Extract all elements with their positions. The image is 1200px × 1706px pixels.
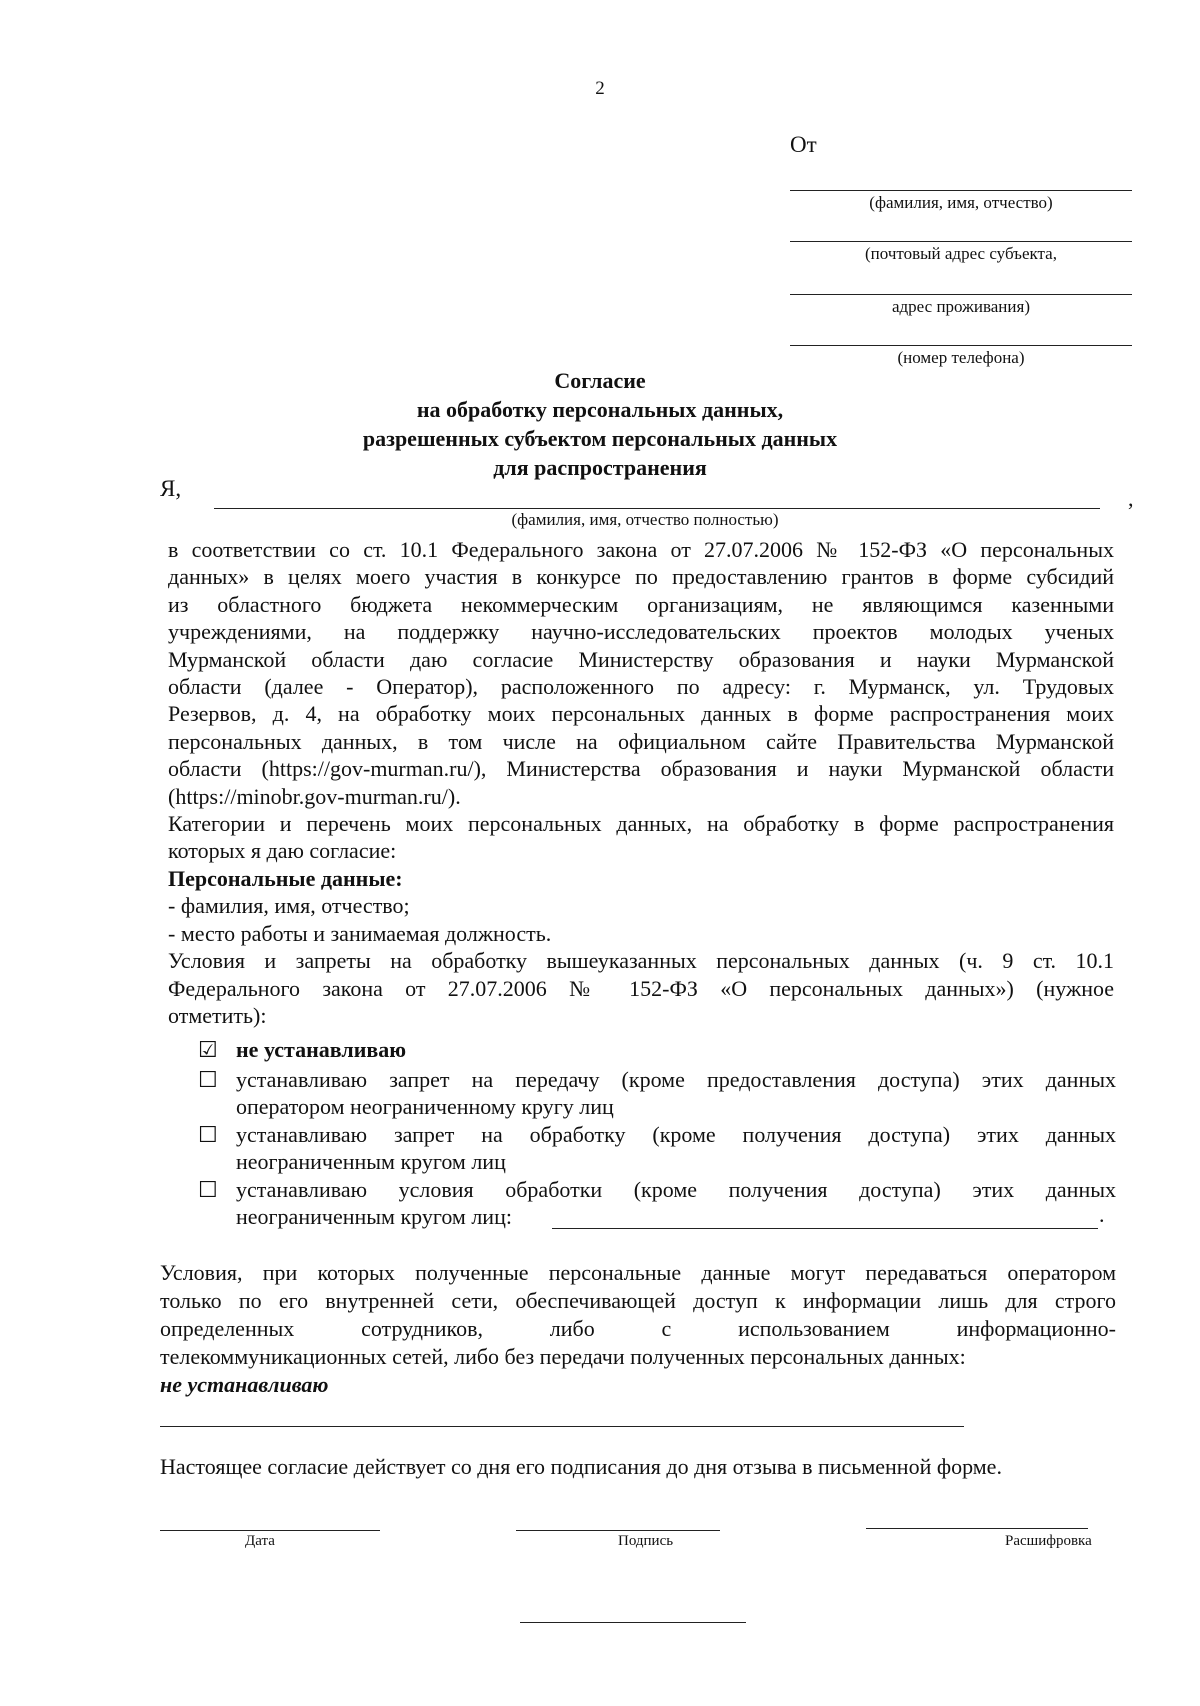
validity-statement: Настоящее согласие действует со дня его подписания до дня отзыва в письменной форме. [160, 1454, 1002, 1479]
postal-address-input-line[interactable] [790, 241, 1132, 242]
signature-input-line[interactable] [516, 1530, 720, 1531]
title-line: разрешенных субъектом персональных данных [362, 426, 838, 451]
paragraph-line: области (далее - Оператор), расположенного по адресу: г. Мурманск, ул. Трудовых [168, 674, 1114, 700]
option-label: неограниченным кругом лиц: [236, 1204, 512, 1229]
consent-paragraph [168, 536, 1114, 1029]
paragraph-line: Резервов, д. 4, на обработку моих персональных данных в форме распространения моих [168, 701, 1114, 727]
option-label: устанавливаю запрет на обработку (кроме получения доступа) этих данных [236, 1122, 1116, 1147]
paragraph-line: Условия, при которых полученные персональные данные могут передаваться оператором [160, 1260, 1116, 1285]
title-line: для распространения [493, 455, 707, 480]
title-line: на обработку персональных данных, [416, 397, 784, 422]
categories-line: которых я даю согласие: [168, 838, 397, 864]
option-label: устанавливаю условия обработки (кроме получения доступа) этих данных [236, 1177, 1116, 1202]
checkbox-empty-icon[interactable]: ☐ [198, 1122, 218, 1147]
applicant-name-caption: (фамилия, имя, отчество полностью) [511, 510, 779, 529]
paragraph-line: определенных сотрудников, либо с использованием информационно- [160, 1316, 1116, 1341]
from-label: От [790, 132, 817, 157]
page-number: 2 [595, 78, 605, 99]
conditions-line: Условия и запреты на обработку вышеуказанных персональных данных (ч. 9 ст. 10.1 [168, 948, 1114, 974]
transfer-conditions-paragraph [160, 1259, 1116, 1399]
date-input-line[interactable] [160, 1530, 380, 1531]
full-name-caption: (фамилия, имя, отчество) [869, 193, 1053, 212]
paragraph-line: (https://minobr.gov-murman.ru/). [168, 783, 461, 809]
checkbox-empty-icon[interactable]: ☐ [198, 1067, 218, 1092]
paragraph-line: только по его внутренней сети, обеспечивающей доступ к информации лишь для строго [160, 1288, 1116, 1313]
conditions-input-line[interactable] [552, 1228, 1098, 1229]
title-line: Согласие [554, 368, 646, 393]
transfer-answer: не устанавливаю [160, 1372, 329, 1397]
personal-data-item: - место работы и занимаемая должность. [168, 920, 552, 946]
residence-address-caption: адрес проживания) [891, 297, 1030, 316]
applicant-name-input-line[interactable] [214, 508, 1100, 509]
personal-data-heading: Персональные данные: [168, 865, 403, 891]
checkbox-empty-icon[interactable]: ☐ [198, 1177, 218, 1202]
conditions-line: отметить): [168, 1002, 267, 1028]
phone-caption: (номер телефона) [897, 348, 1025, 367]
conditions-suffix: . [1099, 1202, 1105, 1227]
name-input-line[interactable] [790, 190, 1132, 191]
name-decode-caption: Расшифровка [1005, 1533, 1092, 1549]
residence-address-input-line[interactable] [790, 294, 1132, 295]
paragraph-line: в соответствии со ст. 10.1 Федерального закона от 27.07.2006 № 152-ФЗ «О персональных [168, 537, 1114, 562]
date-caption: Дата [245, 1533, 275, 1549]
option-label: устанавливаю запрет на передачу (кроме предоставления доступа) этих данных [236, 1067, 1116, 1092]
categories-line: Категории и перечень моих персональных данных, на обработку в форме распространения [168, 811, 1114, 837]
paragraph-line: персональных данных, в том числе на официальном сайте Правительства Мурманской [168, 728, 1114, 754]
paragraph-line: из областного бюджета некоммерческим организациям, не являющимся казенными [168, 591, 1114, 617]
checkbox-checked-icon[interactable]: ☑ [198, 1037, 218, 1062]
paragraph-line: области (https://gov-murman.ru/), Министерства образования и науки Мурманской области [168, 756, 1114, 782]
personal-data-item: - фамилия, имя, отчество; [168, 893, 410, 919]
phone-input-line[interactable] [790, 345, 1132, 346]
transfer-answer-line[interactable] [160, 1426, 964, 1427]
conditions-line: Федерального закона от 27.07.2006 № 152-ФЗ «О персональных данных») (нужное [168, 975, 1114, 1001]
paragraph-line: данных» в целях моего участия в конкурсе по предоставлению грантов в форме субсидий [168, 564, 1114, 590]
name-prefix: Я, [160, 476, 182, 501]
paragraph-line: телекоммуникационных сетей, либо без передачи полученных персональных данных: [160, 1344, 966, 1369]
paragraph-line: учреждениями, на поддержку научно-исследовательских проектов молодых ученых [168, 619, 1114, 645]
name-decode-input-line[interactable] [866, 1528, 1088, 1529]
document-title [200, 366, 1000, 482]
option-label: не устанавливаю [236, 1037, 407, 1062]
option-label: оператором неограниченному кругу лиц [236, 1094, 614, 1119]
paragraph-line: Мурманской области даю согласие Министерству образования и науки Мурманской [168, 646, 1114, 672]
bottom-rule [520, 1622, 746, 1623]
name-suffix: , [1128, 486, 1134, 511]
postal-address-caption: (почтовый адрес субъекта, [865, 244, 1057, 263]
option-label: неограниченным кругом лиц [236, 1149, 506, 1174]
signature-caption: Подпись [618, 1533, 674, 1549]
